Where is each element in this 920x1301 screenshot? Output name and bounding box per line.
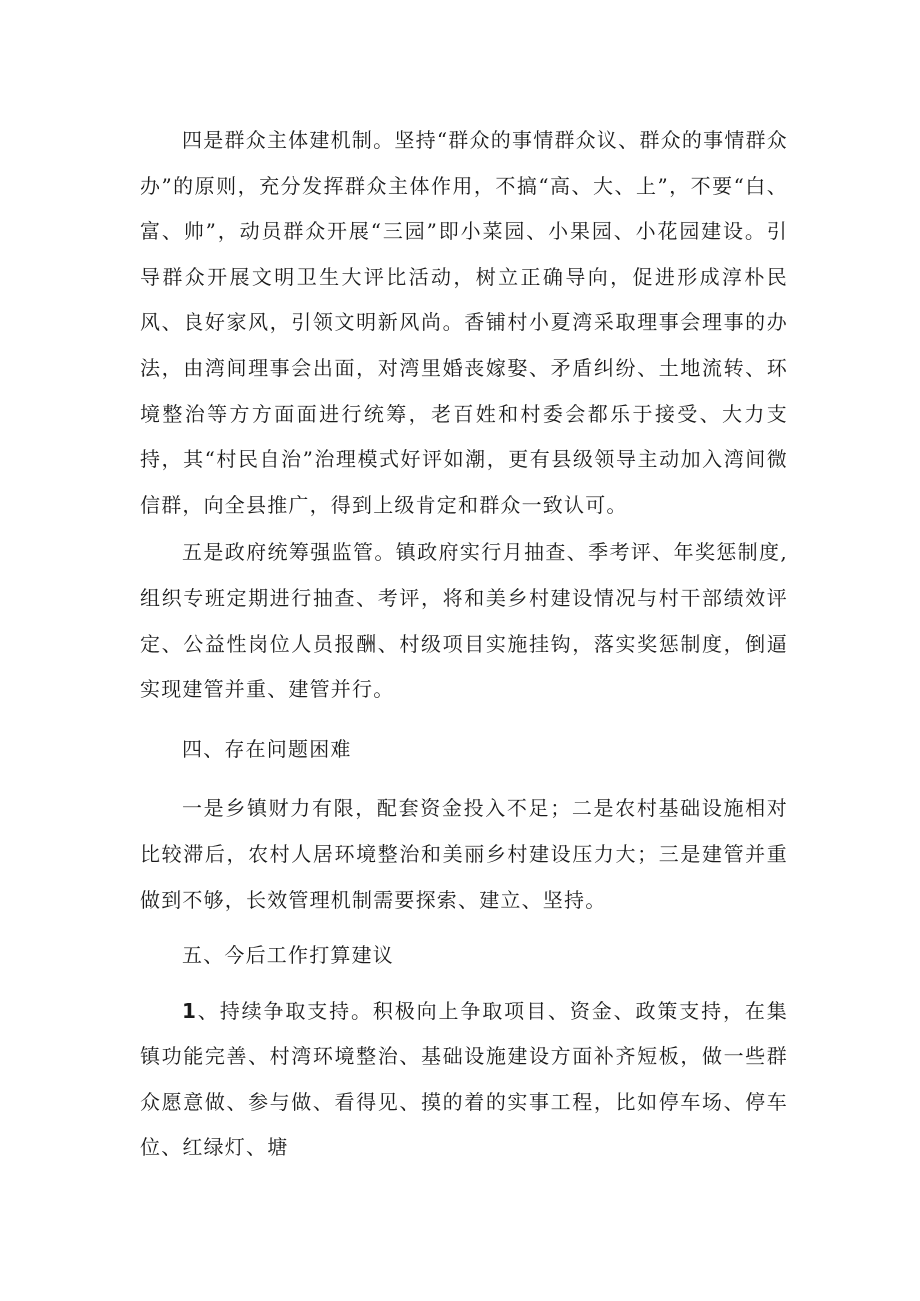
paragraph-government-supervision: 五是政府统筹强监管。镇政府实行月抽查、季考评、年奖惩制度,组织专班定期进行抽查、考评，将和美乡村建设情况与村干部绩效评定、公益性岗位人员报酬、村级项目实施挂钩，落实奖惩制度，倒逼实现建管并重、建管并行。 [140, 540, 788, 702]
list-item-number: 1 [182, 998, 198, 1023]
paragraph-spacer [140, 923, 788, 933]
paragraph-problems: 一是乡镇财力有限，配套资金投入不足；二是农村基础设施相对比较滞后，农村人居环境整治和美丽乡村建设压力大；三是建管并重做到不够，长效管理机制需要探索、建立、坚持。 [140, 796, 788, 912]
list-item-text: 、持续争取支持。积极向上争取项目、资金、政策支持，在集镇功能完善、村湾环境整治、基础设施建设方面补齐短板，做一些群众愿意做、参与做、看得见、摸的着的实事工程，比如停车场、停车位、红绿灯、塘 [140, 998, 788, 1160]
section-heading-problems: 四、存在问题困难 [182, 736, 352, 761]
paragraph-spacer [140, 979, 788, 989]
paragraph-spacer [140, 772, 788, 786]
paragraph-plan-item-1 [140, 989, 788, 1171]
section-heading-plans: 五、今后工作打算建议 [182, 943, 394, 968]
paragraph-spacer [140, 713, 788, 727]
paragraph-mass-participation: 四是群众主体建机制。坚持“群众的事情群众议、群众的事情群众办”的原则，充分发挥群众主体作用，不搞“高、大、上”，不要“白、富、帅”，动员群众开展“三园”即小菜园、小果园、小花园建设。引导群众开展文明卫生大评比活动，树立正确导向，促进形成淳朴民风、良好家风，引领文明新风尚。香铺村小夏湾采取理事会理事的办法，由湾间理事会出面，对湾里婚丧嫁娶、矛盾纠纷、土地流转、环境整治等方方面面进行统筹，老百姓和村委会都乐于接受、大力支持，其“村民自治”治理模式好评如潮，更有县级领导主动加入湾间微信群，向全县推广，得到上级肯定和群众一致认可。 [140, 128, 788, 517]
document-body [140, 118, 788, 1171]
